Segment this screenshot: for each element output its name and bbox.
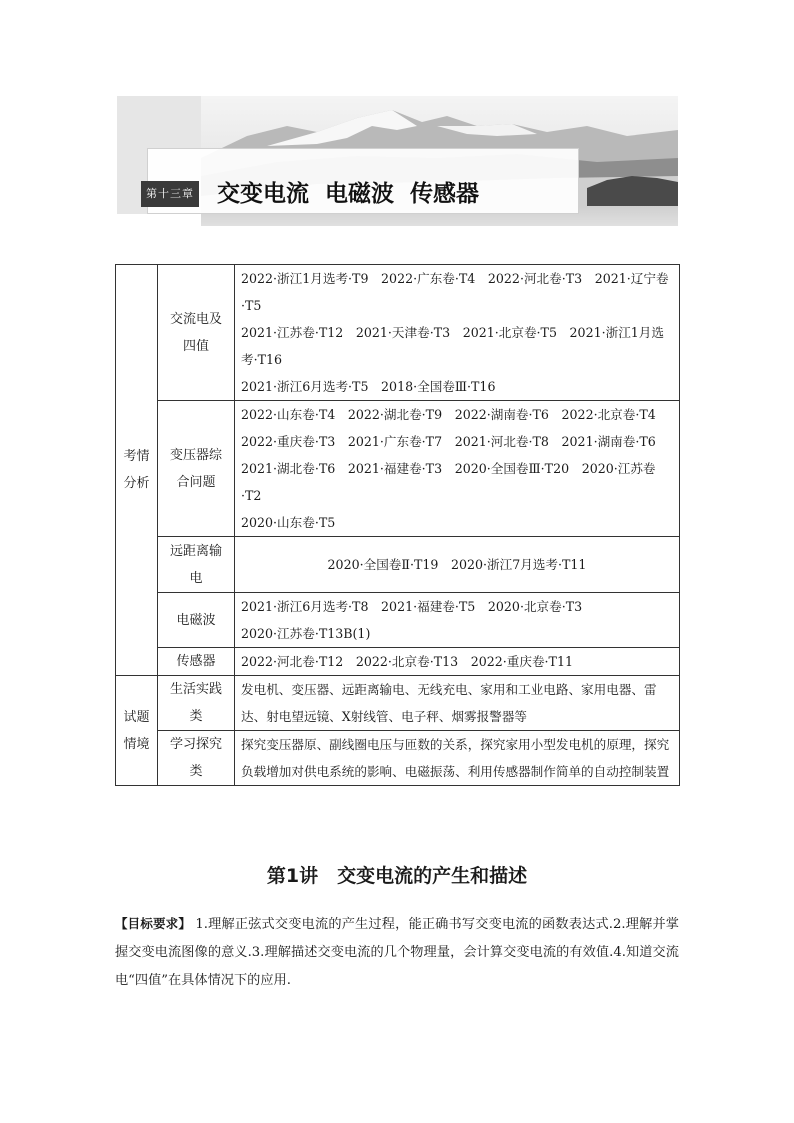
reference-line: 2021·江苏卷·T12 2021·天津卷·T3 2021·北京卷·T5 2021·浙江1月选考·T16: [241, 325, 664, 367]
references-cell: [235, 537, 680, 593]
table-row: [116, 537, 680, 593]
context-cell: 发电机、变压器、远距离输电、无线充电、家用和工业电路、家用电器、雷达、射电望远镜、X射线管、电子秤、烟雾报警器等: [235, 676, 680, 731]
reference-line: 2021·湖北卷·T6 2021·福建卷·T3 2020·全国卷Ⅲ·T20 2020·江苏卷·T2: [241, 461, 656, 503]
chapter-number-tag: 第十三章: [141, 181, 199, 207]
exam-analysis-table: [115, 264, 680, 786]
table-row: [116, 593, 680, 648]
topic-cell: 电磁波: [158, 593, 235, 648]
group-label-exam: 考情分析: [116, 265, 158, 676]
chapter-title-part: 传感器: [410, 181, 479, 207]
lesson-title: 第1讲 交变电流的产生和描述: [266, 865, 528, 887]
reference-line: 2021·浙江6月选考·T8 2021·福建卷·T5 2020·北京卷·T3: [241, 599, 583, 614]
chapter-title-part: 交变电流: [217, 181, 309, 207]
topic-cell: 交流电及四值: [158, 265, 235, 401]
chapter-banner: [117, 96, 678, 256]
reference-line: 2020·山东卷·T5: [241, 515, 336, 530]
learning-goals: [115, 910, 679, 995]
topic-cell: 传感器: [158, 648, 235, 676]
references-cell: [235, 401, 680, 537]
table-row: [116, 676, 680, 731]
reference-line: 2022·重庆卷·T3 2021·广东卷·T7 2021·河北卷·T8 2021·湖南卷·T6: [241, 434, 656, 449]
table-row: [116, 731, 680, 786]
reference-line: 2022·浙江1月选考·T9 2022·广东卷·T4 2022·河北卷·T3 2021·辽宁卷·T5: [241, 271, 669, 313]
reference-line: 2021·浙江6月选考·T5 2018·全国卷Ⅲ·T16: [241, 379, 496, 394]
reference-line: 2020·全国卷Ⅱ·T19 2020·浙江7月选考·T11: [327, 557, 587, 572]
chapter-title-part: 电磁波: [325, 181, 394, 207]
topic-cell: 远距离输电: [158, 537, 235, 593]
references-cell: [235, 648, 680, 676]
topic-cell: 生活实践类: [158, 676, 235, 731]
table-row: [116, 648, 680, 676]
reference-line: 2020·江苏卷·T13B(1): [241, 626, 371, 641]
topic-cell: 学习探究类: [158, 731, 235, 786]
topic-cell: 变压器综合问题: [158, 401, 235, 537]
reference-line: 2022·山东卷·T4 2022·湖北卷·T9 2022·湖南卷·T6 2022·北京卷·T4: [241, 407, 656, 422]
chapter-title: [217, 174, 479, 214]
goal-text: 1.理解正弦式交变电流的产生过程，能正确书写交变电流的函数表达式.2.理解并掌握交变电流图像的意义.3.理解描述交变电流的几个物理量，会计算交变电流的有效值.4.知道交流电“四值”在具体情况下的应用.: [115, 917, 679, 988]
group-label-context: 试题情境: [116, 676, 158, 786]
table-row: [116, 401, 680, 537]
goal-label: 【目标要求】: [115, 916, 192, 931]
references-cell: [235, 593, 680, 648]
table-row: [116, 265, 680, 401]
reference-line: 2022·河北卷·T12 2022·北京卷·T13 2022·重庆卷·T11: [241, 654, 573, 669]
context-cell: 探究变压器原、副线圈电压与匝数的关系，探究家用小型发电机的原理，探究负载增加对供电系统的影响、电磁振荡、利用传感器制作简单的自动控制装置: [235, 731, 680, 786]
references-cell: [235, 265, 680, 401]
